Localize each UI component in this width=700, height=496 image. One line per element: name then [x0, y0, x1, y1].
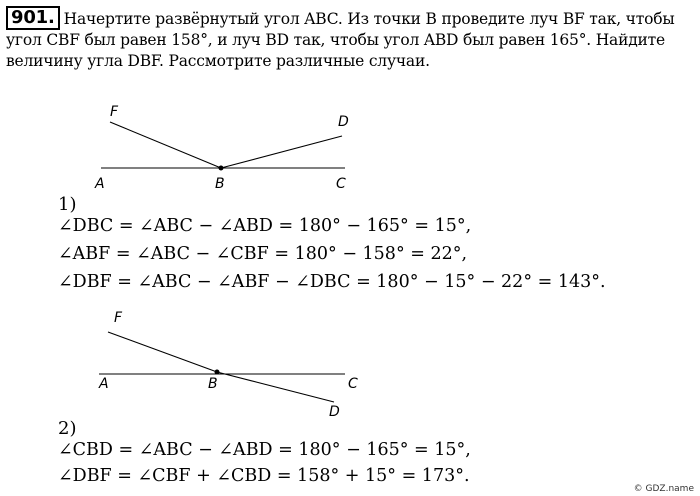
- label-f: F: [110, 104, 119, 120]
- figure-1-diagram: [0, 100, 700, 192]
- label-c: C: [336, 176, 346, 192]
- label-a: A: [99, 376, 109, 392]
- case-1-equation-3: ∠DBF = ∠ABC − ∠ABF − ∠DBC = 180° − 15° − 22° = 143°.: [58, 272, 606, 292]
- case-2-equation-1: ∠CBD = ∠ABC − ∠ABD = 180° − 165° = 15°,: [58, 440, 471, 460]
- point-b: [215, 370, 220, 375]
- problem-number: 901.: [6, 6, 60, 30]
- figure-2-diagram: [0, 306, 700, 420]
- case-1-label: 1): [58, 194, 77, 215]
- label-b: B: [215, 176, 225, 192]
- ray-bf-extended: [108, 332, 217, 372]
- point-b: [219, 166, 224, 171]
- label-b: B: [208, 376, 218, 392]
- label-d: D: [329, 404, 340, 420]
- ray-bd: [217, 372, 334, 402]
- label-c: C: [348, 376, 358, 392]
- label-d: D: [338, 114, 349, 130]
- ray-bf: [110, 122, 221, 168]
- case-2-equation-2: ∠DBF = ∠CBF + ∠CBD = 158° + 15° = 173°.: [58, 466, 470, 486]
- case-1-equation-2: ∠ABF = ∠ABC − ∠CBF = 180° − 158° = 22°,: [58, 244, 468, 264]
- problem-text: Начертите развёрнутый угол ABC. Из точки B проведите луч BF так, чтобы угол CBF был равен 158°, и луч BD так, чтобы угол ABD был равен 165°. Найдите величину угла DBF. Рассмотрите различные случаи.: [6, 10, 675, 70]
- case-1-equation-1: ∠DBC = ∠ABC − ∠ABD = 180° − 165° = 15°,: [58, 216, 472, 236]
- watermark: © GDZ.name: [633, 484, 694, 494]
- problem-statement: [6, 6, 696, 72]
- label-a: A: [95, 176, 105, 192]
- label-f: F: [114, 310, 123, 326]
- ray-bd: [221, 136, 342, 168]
- case-2-label: 2): [58, 418, 77, 439]
